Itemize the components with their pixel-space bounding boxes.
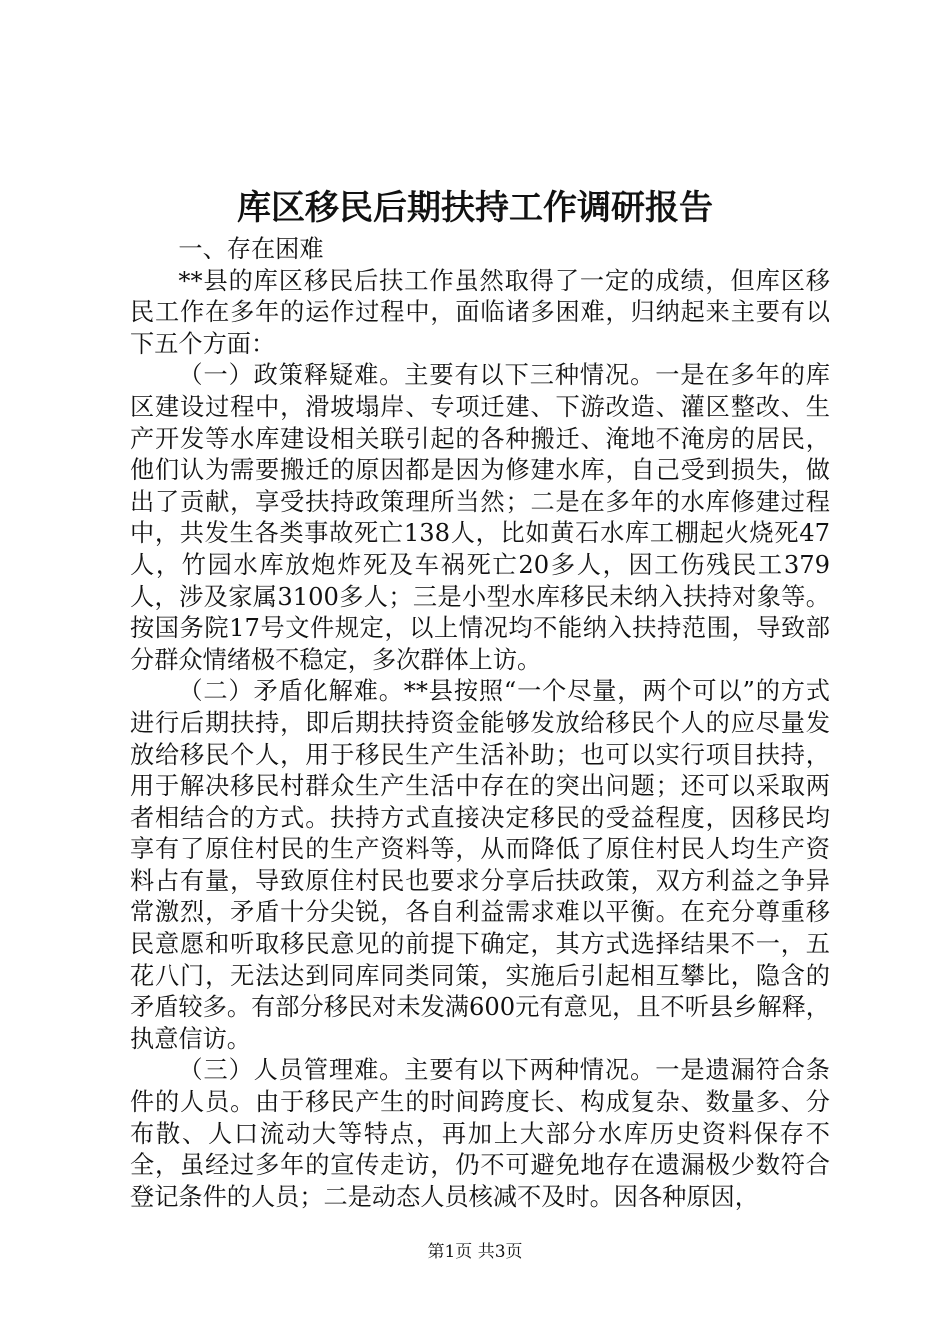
paragraph-policy-difficulty: （一）政策释疑难。主要有以下三种情况。一是在多年的库区建设过程中，滑坡塌岸、专项迁建、下游改造、灌区整改、生产开发等水库建设相关联引起的各种搬迁、淹地不淹房的居民，他们认为需要搬迁的原因都是因为修建水库，自己受到损失，做出了贡献，享受扶持政策理所当然；二是在多年的水库修建过程中，共发生各类事故死亡138人，比如黄石水库工棚起火烧死47人，竹园水库放炮炸死及车祸死亡20多人，因工伤残民工379人，涉及家属3100多人；三是小型水库移民未纳入扶持对象等。按国务院17号文件规定，以上情况均不能纳入扶持范围，导致部分群众情绪极不稳定，多次群体上访。 [130,361,830,674]
paragraph-intro: **县的库区移民后扶工作虽然取得了一定的成绩，但库区移民工作在多年的运作过程中，面临诸多困难，归纳起来主要有以下五个方面： [130,266,830,358]
section-heading: 一、存在困难 [178,235,324,263]
document-body [130,234,830,1213]
page-footer: 第1页 共3页 [427,1242,523,1262]
paragraph-conflict-difficulty: （二）矛盾化解难。**县按照“一个尽量，两个可以”的方式进行后期扶持，即后期扶持资金能够发放给移民个人的应尽量发放给移民个人，用于移民生产生活补助；也可以实行项目扶持，用于解决移民村群众生产生活中存在的突出问题；还可以采取两者相结合的方式。扶持方式直接决定移民的受益程度，因移民均享有了原住村民的生产资料等，从而降低了原住村民人均生产资料占有量，导致原住村民也要求分享后扶政策，双方利益之争异常激烈，矛盾十分尖锐，各自利益需求难以平衡。在充分尊重移民意愿和听取移民意见的前提下确定，其方式选择结果不一，五花八门，无法达到同库同类同策，实施后引起相互攀比，隐含的矛盾较多。有部分移民对未发满600元有意见，且不听县乡解释，执意信访。 [130,677,830,1053]
paragraph-personnel-difficulty: （三）人员管理难。主要有以下两种情况。一是遗漏符合条件的人员。由于移民产生的时间跨度长、构成复杂、数量多、分布散、人口流动大等特点，再加上大部分水库历史资料保存不全，虽经过多年的宣传走访，仍不可避免地存在遗漏极少数符合登记条件的人员；二是动态人员核减不及时。因各种原因， [130,1056,830,1211]
document-title: 库区移民后期扶持工作调研报告 [237,188,713,228]
